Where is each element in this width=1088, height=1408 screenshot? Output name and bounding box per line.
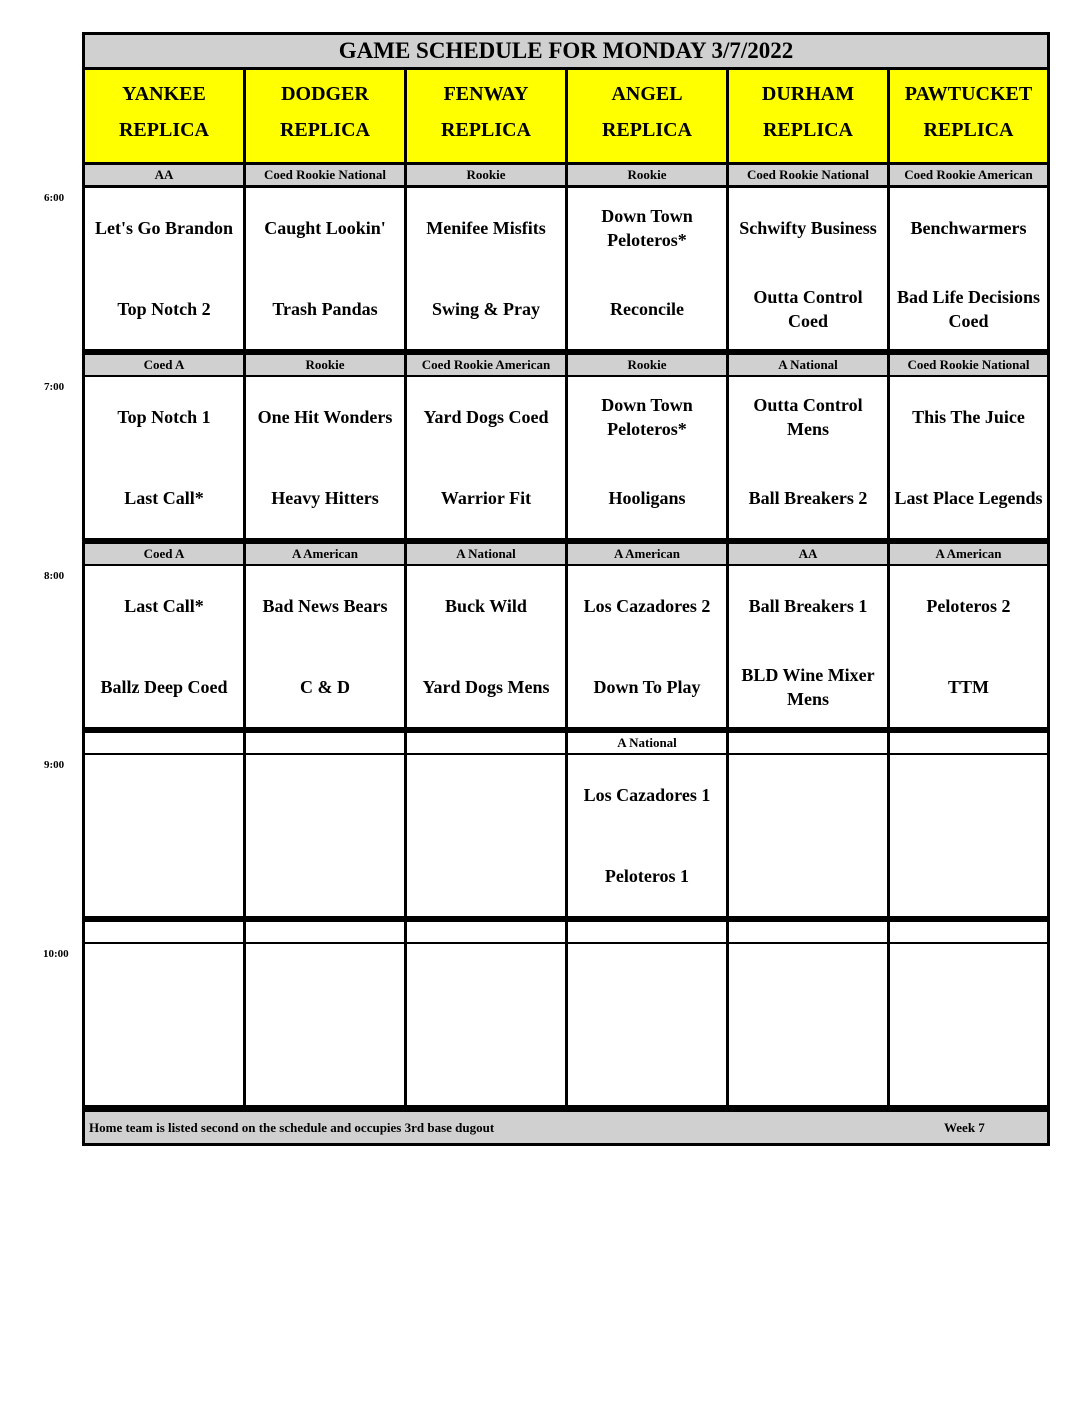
game-cell [407, 755, 565, 916]
field-subtitle: REPLICA [279, 119, 370, 141]
home-team: Peloteros 1 [604, 865, 690, 886]
away-team: Ball Breakers 1 [748, 596, 868, 617]
division-label: Rookie [568, 355, 726, 375]
division-label: A National [568, 733, 726, 753]
away-team: Let's Go Brandon [94, 218, 234, 239]
away-team: Down Town Peloteros* [601, 395, 693, 440]
game-cell [568, 944, 726, 1105]
home-team: Outta Control Coed [753, 286, 863, 331]
home-team [246, 1025, 404, 1106]
division-label: Coed A [85, 355, 243, 375]
division-label [85, 733, 243, 753]
time-label: 8:00 [44, 570, 65, 582]
game-cell [246, 188, 404, 349]
home-team [85, 836, 243, 917]
away-team [568, 944, 726, 1025]
home-team [568, 1025, 726, 1106]
game-cell [85, 377, 243, 538]
home-team [85, 1025, 243, 1106]
home-team [890, 836, 1047, 917]
away-team: Bad News Bears [262, 596, 388, 617]
away-team [890, 755, 1047, 836]
division-label [729, 922, 887, 942]
time-label: 9:00 [44, 759, 65, 771]
home-team: Ball Breakers 2 [748, 487, 868, 508]
home-team [246, 836, 404, 917]
division-label: A National [729, 355, 887, 375]
away-team: Outta Control Mens [753, 395, 863, 440]
field-subtitle: REPLICA [601, 119, 692, 141]
home-team: Yard Dogs Mens [422, 676, 550, 697]
home-team: Ballz Deep Coed [100, 676, 228, 697]
home-team: Trash Pandas [272, 298, 378, 319]
away-team: Last Call* [124, 596, 204, 617]
time-label: 7:00 [44, 381, 65, 393]
division-label: Coed A [85, 544, 243, 564]
field-subtitle: REPLICA [118, 119, 209, 141]
field-subtitle: REPLICA [762, 119, 853, 141]
away-team: Menifee Misfits [426, 218, 546, 239]
home-team: Warrior Fit [440, 487, 532, 508]
division-label [407, 733, 565, 753]
division-label: A National [407, 544, 565, 564]
home-team [729, 836, 887, 917]
home-team: Top Notch 2 [117, 298, 211, 319]
away-team: One Hit Wonders [257, 407, 393, 428]
field-name: DODGER [281, 83, 369, 105]
field-header-yankee [85, 70, 243, 162]
home-team: Hooligans [608, 487, 686, 508]
away-team [246, 944, 404, 1025]
field-name: PAWTUCKET [904, 83, 1033, 105]
away-team [85, 944, 243, 1025]
home-team: Last Call* [124, 487, 204, 508]
division-label: A American [890, 544, 1047, 564]
away-team: Schwifty Business [739, 218, 877, 239]
game-cell [246, 755, 404, 916]
division-label: Coed Rookie National [246, 165, 404, 185]
division-label: AA [85, 165, 243, 185]
game-cell [568, 377, 726, 538]
division-label: A American [568, 544, 726, 564]
game-cell [729, 944, 887, 1105]
schedule-title: GAME SCHEDULE FOR MONDAY 3/7/2022 [85, 35, 1047, 67]
game-cell [729, 755, 887, 916]
division-label [729, 733, 887, 753]
game-cell [407, 377, 565, 538]
game-cell [568, 755, 726, 916]
game-cell [407, 188, 565, 349]
home-team [407, 1025, 565, 1106]
division-label: Coed Rookie National [890, 355, 1047, 375]
game-cell [85, 944, 243, 1105]
schedule-table [82, 32, 1050, 1146]
game-cell [85, 188, 243, 349]
field-name: FENWAY [443, 83, 529, 105]
division-label: Rookie [407, 165, 565, 185]
game-cell [890, 944, 1047, 1105]
home-team [890, 1025, 1047, 1106]
away-team [890, 944, 1047, 1025]
away-team [407, 755, 565, 836]
field-name: DURHAM [761, 83, 855, 105]
home-team: TTM [947, 676, 989, 697]
game-cell [246, 944, 404, 1105]
division-label: Coed Rookie American [407, 355, 565, 375]
game-cell [246, 566, 404, 727]
away-team: This The Juice [912, 407, 1025, 428]
home-team [407, 836, 565, 917]
division-label [85, 922, 243, 942]
division-label: Rookie [568, 165, 726, 185]
game-cell [890, 188, 1047, 349]
away-team: Los Cazadores 1 [583, 785, 711, 806]
game-cell [890, 566, 1047, 727]
field-header-angel [568, 70, 726, 162]
division-label: Rookie [246, 355, 404, 375]
home-team: Bad Life Decisions Coed [896, 286, 1040, 331]
away-team [729, 755, 887, 836]
game-cell [407, 566, 565, 727]
game-cell [568, 188, 726, 349]
game-cell [729, 566, 887, 727]
field-subtitle: REPLICA [923, 119, 1014, 141]
home-team: BLD Wine Mixer Mens [741, 664, 875, 709]
field-header-dodger [246, 70, 404, 162]
home-team: Down To Play [593, 676, 701, 697]
division-label [890, 733, 1047, 753]
division-label [890, 922, 1047, 942]
away-team: Buck Wild [445, 596, 527, 617]
field-header-pawtucket [890, 70, 1047, 162]
division-label [246, 922, 404, 942]
game-cell [246, 377, 404, 538]
home-team: Reconcile [610, 298, 684, 319]
home-team [729, 1025, 887, 1106]
away-team: Yard Dogs Coed [423, 407, 549, 428]
game-cell [890, 377, 1047, 538]
game-cell [729, 188, 887, 349]
time-label: 10:00 [43, 948, 69, 960]
footer-band [85, 1112, 1047, 1143]
home-team: C & D [300, 676, 350, 697]
division-label: Coed Rookie American [890, 165, 1047, 185]
away-team [246, 755, 404, 836]
division-label [568, 922, 726, 942]
division-label [246, 733, 404, 753]
away-team [729, 944, 887, 1025]
away-team [407, 944, 565, 1025]
game-cell [729, 377, 887, 538]
game-cell [85, 755, 243, 916]
away-team: Benchwarmers [910, 218, 1027, 239]
game-cell [407, 944, 565, 1105]
field-header-durham [729, 70, 887, 162]
field-subtitle: REPLICA [440, 119, 531, 141]
away-team: Peloteros 2 [926, 596, 1011, 617]
away-team: Caught Lookin' [264, 218, 386, 239]
week-label: Week 7 [944, 1119, 985, 1135]
division-label: A American [246, 544, 404, 564]
field-header-fenway [407, 70, 565, 162]
away-team [85, 755, 243, 836]
home-team-note: Home team is listed second on the schedule and occupies 3rd base dugout [89, 1119, 495, 1135]
division-label: AA [729, 544, 887, 564]
home-team: Swing & Pray [432, 298, 540, 319]
away-team: Los Cazadores 2 [583, 596, 711, 617]
game-cell [85, 566, 243, 727]
division-label [407, 922, 565, 942]
time-label: 6:00 [44, 192, 65, 204]
division-label: Coed Rookie National [729, 165, 887, 185]
game-cell [568, 566, 726, 727]
game-cell [890, 755, 1047, 916]
home-team: Heavy Hitters [271, 487, 379, 508]
away-team: Top Notch 1 [117, 407, 211, 428]
home-team: Last Place Legends [894, 487, 1043, 508]
field-name: YANKEE [122, 83, 206, 105]
field-name: ANGEL [611, 83, 683, 105]
away-team: Down Town Peloteros* [601, 206, 693, 251]
